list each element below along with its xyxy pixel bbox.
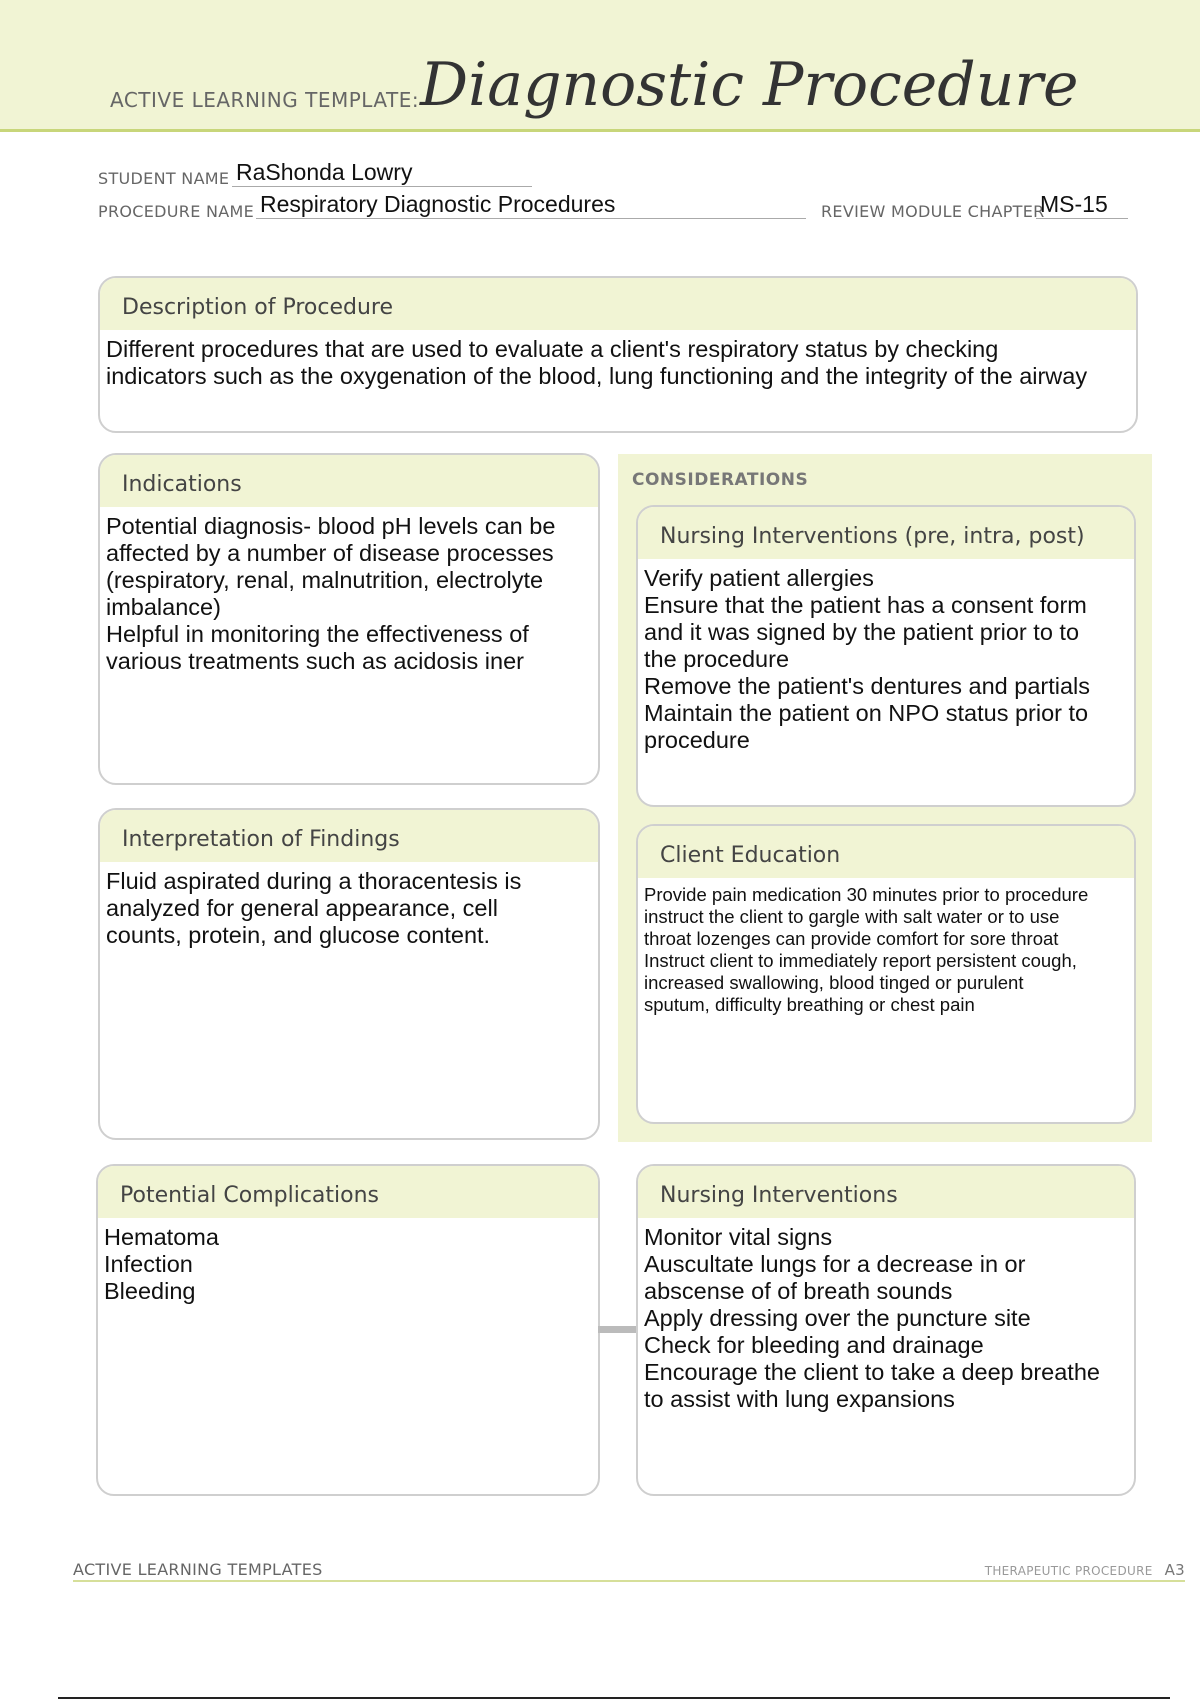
text-line: imbalance) bbox=[106, 594, 221, 620]
nursing-interventions-post-body[interactable] bbox=[638, 1218, 1134, 1413]
text-line: Maintain the patient on NPO status prior to bbox=[644, 700, 1089, 726]
text-line: Potential diagnosis- blood pH levels can be bbox=[106, 513, 556, 539]
template-label: ACTIVE LEARNING TEMPLATE: bbox=[110, 88, 420, 112]
text-line: Instruct client to immediately report persistent cough, bbox=[644, 950, 1077, 971]
interpretation-title: Interpretation of Findings bbox=[100, 810, 598, 862]
text-line: analyzed for general appearance, cell bbox=[106, 895, 498, 921]
text-line: Hematoma bbox=[104, 1224, 219, 1250]
description-box bbox=[98, 276, 1138, 433]
text-line: Bleeding bbox=[104, 1278, 196, 1304]
procedure-name-underline bbox=[256, 218, 806, 219]
text-line: Ensure that the patient has a consent form bbox=[644, 592, 1087, 618]
indications-body[interactable] bbox=[100, 507, 598, 675]
footer-left-label: ACTIVE LEARNING TEMPLATES bbox=[73, 1560, 323, 1579]
text-line: abscense of of breath sounds bbox=[644, 1278, 953, 1304]
text-line: throat lozenges can provide comfort for sore throat bbox=[644, 928, 1059, 949]
text-line: Verify patient allergies bbox=[644, 565, 874, 591]
considerations-label: CONSIDERATIONS bbox=[632, 470, 809, 490]
review-module-label: REVIEW MODULE CHAPTER bbox=[821, 202, 1045, 221]
text-line: increased swallowing, blood tinged or purulent bbox=[644, 972, 1024, 993]
description-body[interactable] bbox=[100, 330, 1136, 390]
student-name-field[interactable]: RaShonda Lowry bbox=[236, 159, 413, 185]
bottom-rule bbox=[58, 1697, 1170, 1699]
text-line: Encourage the client to take a deep breathe bbox=[644, 1359, 1100, 1385]
text-line: Helpful in monitoring the effectiveness of bbox=[106, 621, 529, 647]
interpretation-body[interactable] bbox=[100, 862, 598, 949]
text-line: Different procedures that are used to evaluate a client's respiratory status by checking bbox=[106, 336, 999, 362]
text-line: (respiratory, renal, malnutrition, electrolyte bbox=[106, 567, 544, 593]
nursing-interventions-pre-box bbox=[636, 505, 1136, 807]
footer-rule bbox=[73, 1580, 1185, 1582]
text-line: Apply dressing over the puncture site bbox=[644, 1305, 1031, 1331]
footer-right bbox=[985, 1561, 1185, 1579]
student-name-label: STUDENT NAME bbox=[98, 169, 230, 188]
description-title: Description of Procedure bbox=[100, 278, 1136, 330]
review-module-field[interactable]: MS-15 bbox=[1040, 191, 1108, 217]
nursing-interventions-post-title: Nursing Interventions bbox=[638, 1166, 1134, 1218]
text-line: indicators such as the oxygenation of the blood, lung functioning and the integrity of the airway bbox=[106, 363, 1088, 389]
text-line: Fluid aspirated during a thoracentesis is bbox=[106, 868, 522, 894]
client-education-box bbox=[636, 824, 1136, 1124]
text-line: procedure bbox=[644, 727, 750, 753]
text-line: Monitor vital signs bbox=[644, 1224, 833, 1250]
text-line: Infection bbox=[104, 1251, 193, 1277]
connector-bar bbox=[598, 1326, 636, 1333]
potential-complications-body[interactable] bbox=[98, 1218, 598, 1305]
client-education-title: Client Education bbox=[638, 826, 1134, 878]
text-line: Auscultate lungs for a decrease in or bbox=[644, 1251, 1026, 1277]
page-number: A3 bbox=[1164, 1561, 1185, 1579]
indications-box bbox=[98, 453, 600, 785]
page-title: Diagnostic Procedure bbox=[420, 50, 1079, 120]
procedure-name-field[interactable]: Respiratory Diagnostic Procedures bbox=[260, 191, 616, 217]
text-line: instruct the client to gargle with salt water or to use bbox=[644, 906, 1060, 927]
indications-title: Indications bbox=[100, 455, 598, 507]
review-module-underline bbox=[1036, 218, 1128, 219]
text-line: to assist with lung expansions bbox=[644, 1386, 955, 1412]
text-line: affected by a number of disease processes bbox=[106, 540, 554, 566]
text-line: counts, protein, and glucose content. bbox=[106, 922, 491, 948]
footer-right-label: THERAPEUTIC PROCEDURE bbox=[984, 1564, 1153, 1578]
potential-complications-box bbox=[96, 1164, 600, 1496]
nursing-interventions-pre-title: Nursing Interventions (pre, intra, post) bbox=[638, 507, 1134, 559]
text-line: and it was signed by the patient prior to to bbox=[644, 619, 1080, 645]
interpretation-box bbox=[98, 808, 600, 1140]
text-line: sputum, difficulty breathing or chest pain bbox=[644, 994, 975, 1015]
student-name-underline bbox=[232, 186, 532, 187]
nursing-interventions-pre-body[interactable] bbox=[638, 559, 1134, 754]
text-line: the procedure bbox=[644, 646, 790, 672]
text-line: Check for bleeding and drainage bbox=[644, 1332, 984, 1358]
text-line: Provide pain medication 30 minutes prior to procedure bbox=[644, 884, 1089, 905]
procedure-name-label: PROCEDURE NAME bbox=[98, 202, 255, 221]
potential-complications-title: Potential Complications bbox=[98, 1166, 598, 1218]
nursing-interventions-post-box bbox=[636, 1164, 1136, 1496]
text-line: Remove the patient's dentures and partials bbox=[644, 673, 1091, 699]
client-education-body[interactable] bbox=[638, 878, 1134, 1016]
text-line: various treatments such as acidosis iner bbox=[106, 648, 524, 674]
